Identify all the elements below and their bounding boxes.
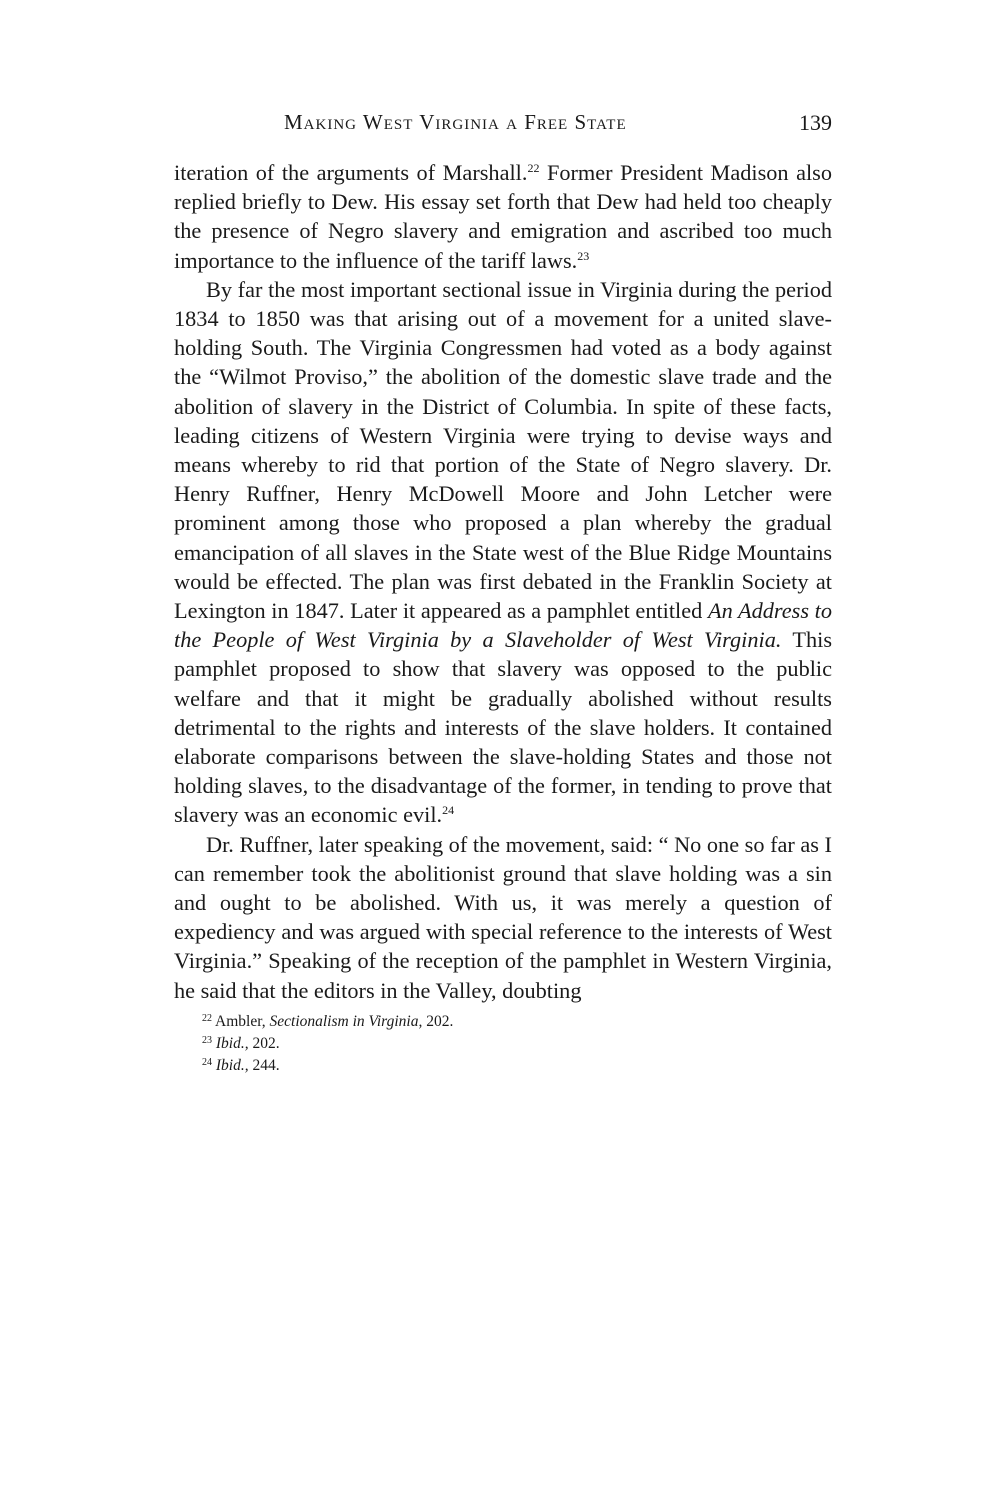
footnote-title: Sectionalism in Virginia,: [269, 1012, 423, 1030]
paragraph-3: [174, 830, 832, 1005]
page-number: 139: [799, 110, 832, 135]
footnote-text: 202.: [422, 1012, 454, 1030]
footnote-title: Ibid.,: [215, 1034, 249, 1052]
running-head: [174, 110, 832, 150]
footnote-number: 23: [202, 1034, 212, 1046]
footnote-text: 244.: [248, 1056, 280, 1074]
footnote-title: Ibid.,: [215, 1056, 249, 1074]
text-run: iteration of the arguments of Marshall.: [174, 160, 528, 185]
paragraph-1: [174, 158, 832, 275]
footnote-number: 22: [202, 1012, 212, 1024]
text-run: This pamphlet proposed to show that slavery was opposed to the public welfare and that it might be gradually abolished without results detrimental to the rights and interests of the slave holders. It contained elaborate comparisons between the slave-holding States and those not holding slaves, to the disadvantage of the former, in tending to prove that slavery was an economic evil.: [174, 627, 832, 828]
footnote-24: [202, 1055, 832, 1077]
footnote-text: 202.: [248, 1034, 280, 1052]
text-run: Former President Madison also replied briefly to Dew. His essay set forth that Dew had held too cheaply the presence of Negro slavery and emigration and ascribed too much importance to the influence of the tariff laws.: [174, 160, 832, 273]
footnote-ref-23: 23: [577, 248, 590, 263]
book-page: [174, 110, 832, 1077]
paragraph-2: [174, 275, 832, 830]
text-run: By far the most important sectional issue in Virginia during the period 1834 to 1850 was that arising out of a movement for a united slave-holding South. The Virginia Congressmen had voted as a body against the “Wilmot Proviso,” the abolition of the domestic slave trade and the abolition of slavery in the District of Columbia. In spite of these facts, leading citizens of Western Virginia were trying to devise ways and means whereby to rid that portion of the State of Negro slavery. Dr. Henry Ruffner, Henry McDowell Moore and John Letcher were prominent among those who proposed a plan whereby the gradual emancipation of all slaves in the State west of the Blue Ridge Mountains would be effected. The plan was first debated in the Franklin Society at Lexington in 1847. Later it appeared as a pamphlet entitled: [174, 276, 832, 624]
body-text: [174, 158, 832, 1005]
footnote-ref-22: 22: [527, 161, 540, 175]
pamphlet-title: An Address to the People of West Virginia by a Slaveholder of West Virginia.: [174, 598, 832, 653]
footnote-ref-24: 24: [442, 803, 455, 818]
footnote-22: [202, 1011, 832, 1033]
running-title: Making West Virginia a Free State: [284, 110, 627, 134]
footnote-number: 24: [202, 1056, 212, 1068]
footnote-text: Ambler,: [212, 1012, 270, 1030]
text-run: Dr. Ruffner, later speaking of the movement, said: “ No one so far as I can remember took the abolitionist ground that slave holding was a sin and ought to be abolished. With us, it was merely a question of expediency and was argued with special reference to the interests of West Virginia.” Speaking of the reception of the pamphlet in Western Virginia, he said that the editors in the Valley, doubting: [174, 831, 832, 1003]
footnote-23: [202, 1033, 832, 1055]
footnotes: [174, 1011, 832, 1077]
